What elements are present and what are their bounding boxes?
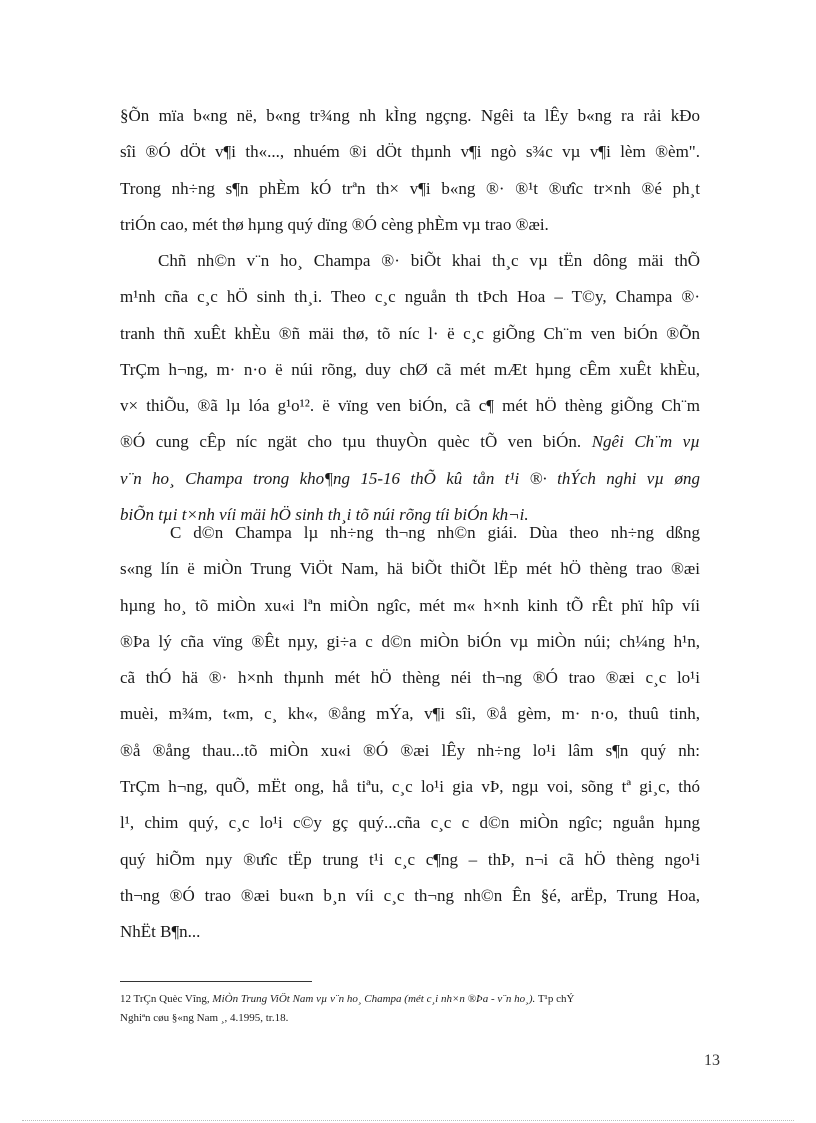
- italic-line: biÕn tµi t×nh víi mäi hÖ sinh th¸i tõ núi rõng tíi biÓn kh¬i.: [120, 505, 529, 525]
- text-line: ®å ®ång thau...tõ miÒn xu«i ®Ó ®æi lÊy nh÷ng lo¹i lâm s¶n quý nh:: [120, 740, 700, 760]
- italic-line: v¨n ho¸ Champa trong kho¶ng 15-16 thÕ kû tån t¹i ®· thÝch nghi vµ øng: [120, 468, 700, 488]
- text-line: Chñ nh©n v¨n ho¸ Champa ®· biÕt khai th¸c vµ tËn dông mäi thÕ: [158, 251, 700, 270]
- footnote-lead: 12 TrÇn Quèc Vîng,: [120, 993, 210, 1005]
- text-line: hµng ho¸ tõ miÒn xu«i lªn miÒn ngîc, mét m« h×nh kinh tÕ rÊt phï hîp víi: [120, 595, 700, 615]
- text-line: TrÇm h¬ng, quÕ, mËt ong, hå tiªu, c¸c lo¹i gia vÞ, ngµ voi, sõng tª gi¸c, thó: [120, 777, 700, 797]
- text-segment: ®Ó cung cÊp níc ngät cho tµu thuyÒn quèc tÕ ven biÓn.: [120, 432, 582, 452]
- text-line: m¹nh cña c¸c hÖ sinh th¸i. Theo c¸c nguån th tÞch Hoa – T©y, Champa ®·: [120, 287, 700, 307]
- page-number: 13: [704, 1052, 720, 1069]
- text-line: Trong nh÷ng s¶n phÈm kÓ trªn th× v¶i b«ng ®· ®¹t ®ưîc tr×nh ®é ph¸t: [120, 178, 700, 198]
- text-line: §Õn mïa b«ng në, b«ng tr¾ng nh kÌng ngçng. Ngêi ta lÊy b«ng ra rải kÐo: [120, 106, 700, 125]
- footnote-title: MiÒn Trung ViÖt Nam vµ v¨n ho¸ Champa (mét c¸i nh×n ®Þa - v¨n ho¸).: [212, 993, 536, 1005]
- text-line: quý hiÕm nµy ®ưîc tËp trung t¹i c¸c c¶ng – thÞ, n¬i cã hÖ thèng ngo¹i: [120, 849, 700, 869]
- text-line: TrÇm h¬ng, m· n·o ë núi rõng, duy chØ cã mét mÆt hµng cÊm xuÊt khÈu,: [120, 359, 700, 379]
- text-line: v× thiÕu, ®ã lµ lóa g¹o¹². ë vïng ven biÓn, cã c¶ mét hÖ thèng giÕng Ch¨m: [120, 396, 700, 416]
- text-line: NhËt B¶n...: [120, 922, 201, 942]
- paragraph-3: [120, 515, 700, 951]
- text-line: ®Þa lý cña vïng ®Êt nµy, gi÷a c d©n miÒn biÓn vµ miÒn núi; ch¼ng h¹n,: [120, 631, 700, 651]
- footnote-line: [120, 990, 700, 1009]
- italic-segment: Ngêi Ch¨m vµ: [591, 432, 700, 452]
- text-line: muèi, m¾m, t«m, c¸ kh«, ®ång mÝa, v¶i sîi, ®å gèm, m· n·o, thuû tinh,: [120, 704, 700, 724]
- footnote: [120, 990, 700, 1028]
- text-line: triÓn cao, mét thø hµng quý dïng ®Ó cèng phÈm vµ trao ®æi.: [120, 214, 549, 234]
- text-line: [120, 424, 700, 460]
- footnote-line: Nghiªn cøu §«ng Nam ¸, 4.1995, tr.18.: [120, 1012, 289, 1024]
- text-line: l¹, chim quý, c¸c lo¹i c©y gç quý...cña c¸c c d©n miÒn ngîc; nguån hµng: [120, 813, 700, 833]
- text-line: C d©n Champa lµ nh÷ng th¬ng nh©n giái. Dùa theo nh÷ng dßng: [170, 523, 700, 542]
- text-line: sîi ®Ó dÖt v¶i th«..., nhuém ®i dÖt thµnh v¶i ngò s¾c vµ v¶i lèm ®èm".: [120, 142, 700, 162]
- footnote-separator: [120, 981, 312, 982]
- paragraph-2: [120, 243, 700, 533]
- text-line: th¬ng ®Ó trao ®æi bu«n b¸n víi c¸c th¬ng nh©n Ên §é, arËp, Trung Hoa,: [120, 885, 700, 905]
- page-bottom-border: [22, 1120, 794, 1121]
- text-line: cã thÓ hä ®· h×nh thµnh mét hÖ thèng néi th¬ng ®Ó trao ®æi c¸c lo¹i: [120, 668, 700, 688]
- text-line: tranh thñ xuÊt khÈu ®ñ mäi thø, tõ níc l· ë c¸c giÕng Ch¨m ven biÓn ®Õn: [120, 323, 700, 343]
- paragraph-1: [120, 98, 700, 243]
- text-line: s«ng lín ë miÒn Trung ViÖt Nam, hä biÕt thiÕt lËp mét hÖ thèng trao ®æi: [120, 559, 700, 579]
- footnote-rest: T¹p chÝ: [537, 993, 575, 1005]
